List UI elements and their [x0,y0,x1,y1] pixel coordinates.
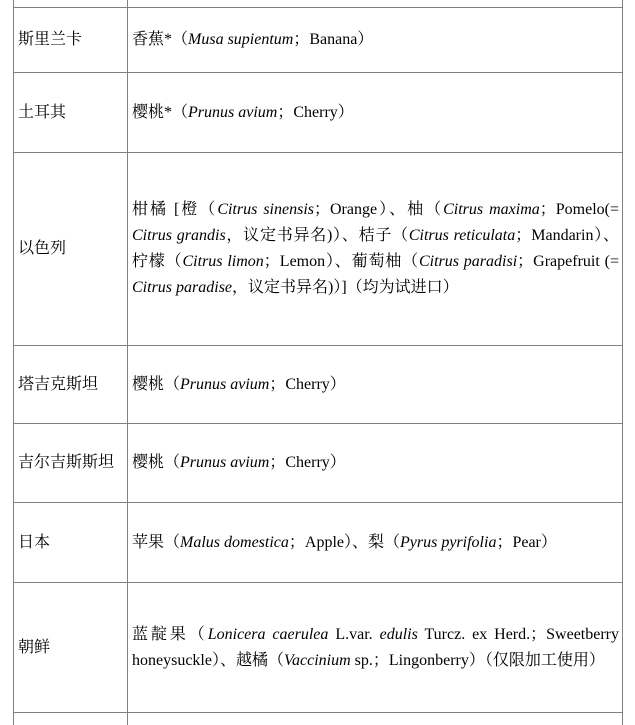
table-row-partial-top [14,0,622,8]
fruits-text: 蓝靛果（Lonicera caerulea L.var. edulis Turcz. ex Herd.；Sweetberry honeysuckle）、越橘（Vaccinium sp.；Lingonberry）（仅限加工使用） [132,625,619,669]
country-cell [14,424,128,502]
country-cell-partial [14,713,128,725]
fruits-cell [128,153,622,345]
country-cell [14,503,128,582]
fruits-cell [128,424,622,502]
table-row [14,346,622,424]
table-row [14,73,622,153]
fruits-cell [128,73,622,152]
country-label: 日本 [18,533,51,551]
fruits-cell [128,583,622,712]
fruits-text: 柑橘 [橙（Citrus sinensis；Orange）、柚（Citrus maxima；Pomelo(= Citrus grandis，议定书异名)）、桔子（Citrus reticulata；Mandarin）、柠檬（Citrus limon；Lemon）、葡萄柚（Citrus paradisi；Grapefruit (= Citrus paradise，议定书异名)）]（均为试进口） [132,201,619,296]
table-row [14,503,622,583]
country-label: 土耳其 [18,103,67,121]
country-label: 斯里兰卡 [18,31,83,48]
fruits-text: 香蕉*（Musa supientum；Banana） [132,31,374,48]
country-cell [14,73,128,152]
table-row [14,424,622,503]
fruits-text: 苹果（Malus domestica；Apple）、梨（Pyrus pyrifolia；Pear） [132,533,557,551]
fruits-cell-partial [128,713,622,725]
fruits-cell-partial [128,0,622,7]
table-row-partial-bottom [14,713,622,725]
country-label: 吉尔吉斯斯坦 [18,454,115,471]
country-cell [14,153,128,345]
fruits-cell [128,503,622,582]
country-cell [14,8,128,72]
table-row [14,8,622,73]
country-label: 塔吉克斯坦 [18,375,99,393]
country-cell [14,346,128,423]
country-label: 朝鲜 [18,638,51,656]
table-row [14,153,622,346]
table-row [14,583,622,713]
import-fruits-table [13,0,623,725]
country-cell [14,583,128,712]
fruits-text: 樱桃（Prunus avium；Cherry） [132,375,346,393]
country-cell-partial [14,0,128,7]
fruits-text: 樱桃（Prunus avium；Cherry） [132,454,346,471]
fruits-text: 樱桃*（Prunus avium；Cherry） [132,103,354,121]
fruits-cell [128,346,622,423]
fruits-cell [128,8,622,72]
country-label: 以色列 [18,240,67,257]
